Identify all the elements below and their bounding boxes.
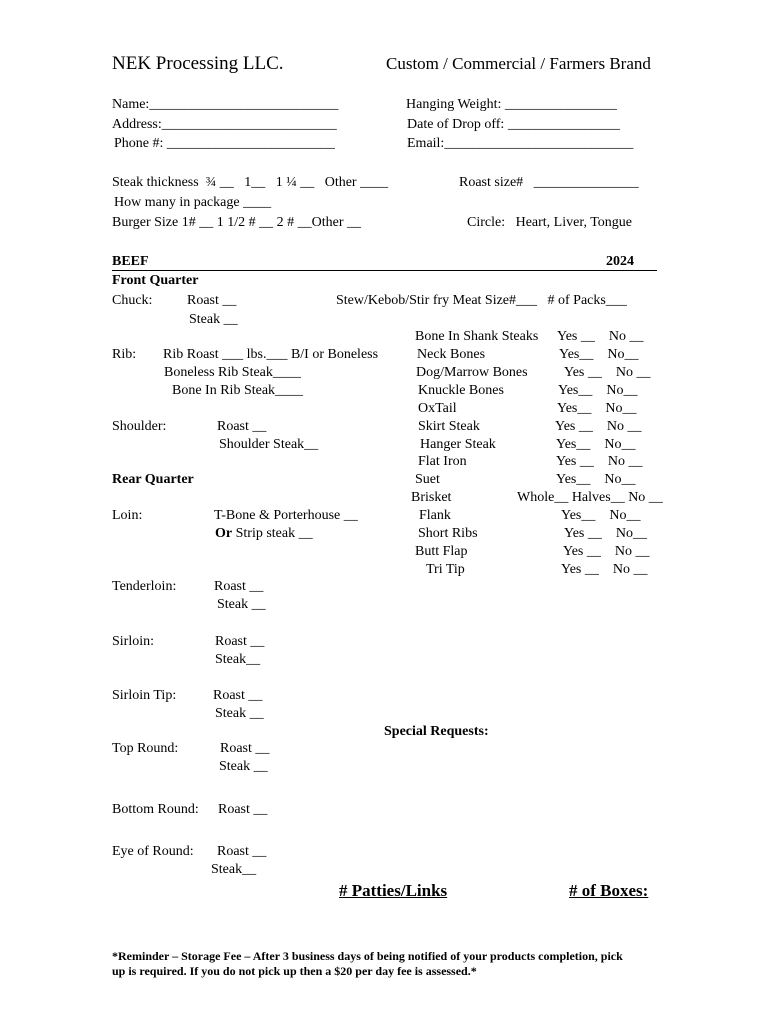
strip-steak-label: Strip steak __ (232, 526, 313, 541)
sirloin-steak-field[interactable]: Steak__ (215, 652, 261, 667)
bone-in-rib-steak-field[interactable]: Bone In Rib Steak____ (172, 383, 304, 398)
stew-meat-field[interactable]: Stew/Kebob/Stir fry Meat Size#___ # of Packs___ (336, 293, 627, 308)
bottom-round-roast-field[interactable]: Roast __ (218, 802, 268, 817)
shoulder-label: Shoulder: (112, 419, 167, 434)
sirloin-tip-roast-field[interactable]: Roast __ (213, 688, 263, 703)
right-item-choice[interactable]: Whole__ Halves__ No __ (517, 490, 663, 505)
right-item-choice[interactable]: Yes__ No__ (561, 508, 641, 523)
chuck-roast-field[interactable]: Roast __ (187, 293, 237, 308)
sirloin-tip-label: Sirloin Tip: (112, 688, 177, 703)
right-item-label: Brisket (411, 490, 452, 505)
circle-options[interactable]: Circle: Heart, Liver, Tongue (467, 215, 632, 230)
right-item-label: Butt Flap (415, 544, 468, 559)
right-item-choice[interactable]: Yes __ No __ (556, 454, 643, 469)
right-item-label: Short Ribs (418, 526, 478, 541)
rear-quarter-heading: Rear Quarter (112, 472, 194, 487)
storage-fee-reminder-line-2: up is required. If you do not pick up then a $20 per day fee is assessed.* (112, 964, 477, 978)
sirloin-roast-field[interactable]: Roast __ (215, 634, 265, 649)
top-round-roast-field[interactable]: Roast __ (220, 741, 270, 756)
email-field[interactable]: Email:___________________________ (407, 136, 634, 151)
boneless-rib-steak-field[interactable]: Boneless Rib Steak____ (164, 365, 301, 380)
shoulder-roast-field[interactable]: Roast __ (217, 419, 267, 434)
brand-types: Custom / Commercial / Farmers Brand (386, 54, 651, 73)
right-item-label: Suet (415, 472, 440, 487)
shoulder-steak-field[interactable]: Shoulder Steak__ (219, 437, 319, 452)
right-item-label: Hanger Steak (420, 437, 496, 452)
right-item-label: Flank (419, 508, 451, 523)
rib-roast-field[interactable]: Rib Roast ___ lbs.___ B/I or Boneless (163, 347, 379, 362)
company-name: NEK Processing LLC. (112, 53, 284, 74)
right-item-label: Tri Tip (426, 562, 465, 577)
right-item-choice[interactable]: Yes __ No __ (563, 544, 650, 559)
right-item-choice[interactable]: Yes __ No__ (564, 526, 647, 541)
right-item-choice[interactable]: Yes__ No__ (556, 437, 636, 452)
right-item-label: Knuckle Bones (418, 383, 504, 398)
sirloin-tip-steak-field[interactable]: Steak __ (215, 706, 264, 721)
name-field[interactable]: Name:___________________________ (112, 97, 339, 112)
right-item-choice[interactable]: Yes__ No__ (559, 347, 639, 362)
right-item-label: Flat Iron (418, 454, 467, 469)
tenderloin-roast-field[interactable]: Roast __ (214, 579, 264, 594)
drop-off-date-field[interactable]: Date of Drop off: ________________ (407, 117, 620, 132)
right-item-choice[interactable]: Yes __ No __ (561, 562, 648, 577)
right-item-label: Neck Bones (417, 347, 486, 362)
hanging-weight-field[interactable]: Hanging Weight: ________________ (406, 97, 617, 112)
eye-round-steak-field[interactable]: Steak__ (211, 862, 257, 877)
right-item-choice[interactable]: Yes __ No __ (555, 419, 642, 434)
right-item-choice[interactable]: Yes__ No__ (558, 383, 638, 398)
chuck-label: Chuck: (112, 293, 153, 308)
right-item-choice[interactable]: Yes __ No __ (557, 329, 644, 344)
beef-underline (112, 270, 657, 271)
right-item-label: Bone In Shank Steaks (415, 329, 539, 344)
right-item-choice[interactable]: Yes__ No__ (557, 401, 637, 416)
burger-size-field[interactable]: Burger Size 1# __ 1 1/2 # __ 2 # __Other __ (112, 215, 361, 230)
storage-fee-reminder-line-1: *Reminder – Storage Fee – After 3 business days of being notified of your products completion, pick (112, 949, 623, 963)
tenderloin-steak-field[interactable]: Steak __ (217, 597, 266, 612)
phone-field[interactable]: Phone #: ________________________ (114, 136, 335, 151)
rib-label: Rib: (112, 347, 137, 362)
front-quarter-heading: Front Quarter (112, 273, 199, 288)
top-round-label: Top Round: (112, 741, 179, 756)
boxes-heading: # of Boxes: (569, 881, 649, 900)
bottom-round-label: Bottom Round: (112, 802, 199, 817)
eye-round-roast-field[interactable]: Roast __ (217, 844, 267, 859)
patties-links-heading: # Patties/Links (339, 881, 448, 900)
or-word: Or (215, 526, 233, 541)
per-package-field[interactable]: How many in package ____ (114, 195, 272, 210)
strip-steak-field[interactable] (215, 527, 313, 541)
eye-round-label: Eye of Round: (112, 844, 194, 859)
tbone-porterhouse-field[interactable]: T-Bone & Porterhouse __ (214, 508, 358, 523)
right-item-choice[interactable]: Yes__ No__ (556, 472, 636, 487)
roast-size-field[interactable]: Roast size# _______________ (459, 175, 639, 190)
special-requests-heading: Special Requests: (384, 724, 489, 739)
beef-title: BEEF (112, 254, 149, 269)
address-field[interactable]: Address:_________________________ (112, 117, 337, 132)
sirloin-label: Sirloin: (112, 634, 155, 649)
right-item-label: Skirt Steak (418, 419, 480, 434)
steak-thickness-field[interactable]: Steak thickness ¾ __ 1__ 1 ¼ __ Other ____ (112, 175, 389, 190)
loin-label: Loin: (112, 508, 143, 523)
right-item-choice[interactable]: Yes __ No __ (564, 365, 651, 380)
beef-year: 2024 (606, 254, 634, 269)
tenderloin-label: Tenderloin: (112, 579, 177, 594)
right-item-label: OxTail (418, 401, 457, 416)
top-round-steak-field[interactable]: Steak __ (219, 759, 268, 774)
right-item-label: Dog/Marrow Bones (416, 365, 528, 380)
chuck-steak-field[interactable]: Steak __ (189, 312, 238, 327)
